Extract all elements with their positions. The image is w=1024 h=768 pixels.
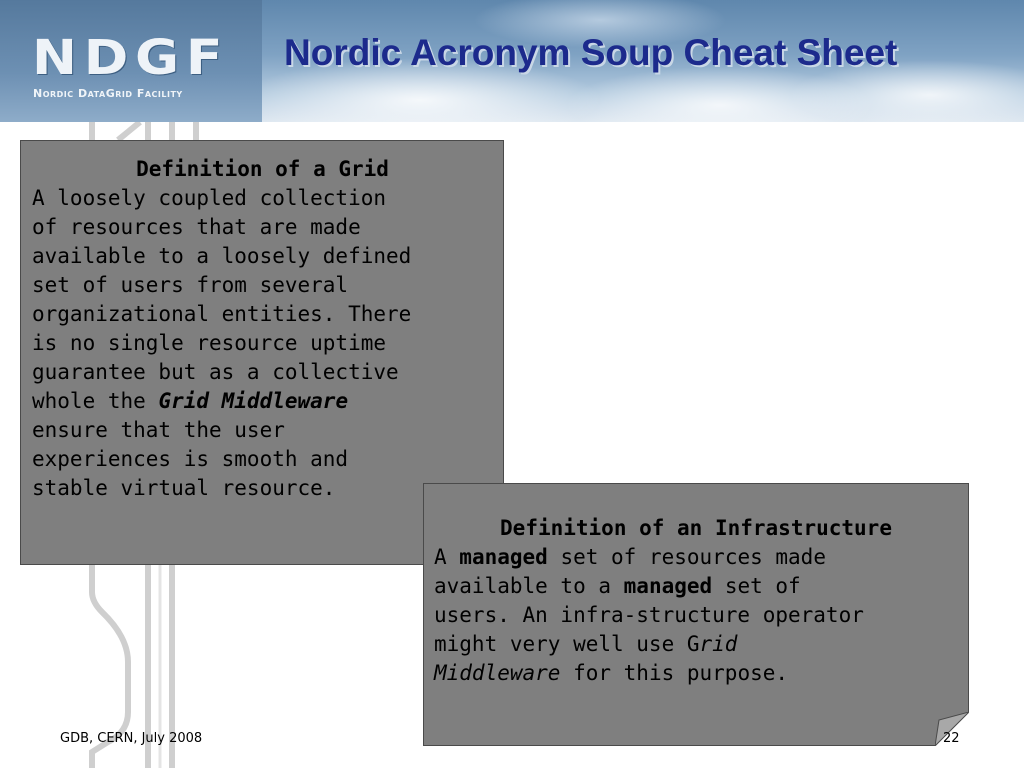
infra-italic: rid Middleware [434, 632, 738, 685]
infra-part2: set of resources made available to a [434, 545, 826, 598]
ndgf-logo [0, 0, 262, 122]
grid-definition-text [32, 184, 493, 503]
infra-part1: A [434, 545, 460, 569]
footer-event: GDB, CERN, July 2008 [60, 731, 203, 746]
page-number: 22 [943, 731, 960, 746]
slide-title: Nordic Acronym Soup Cheat Sheet [284, 32, 898, 73]
grid-middleware-emphasis: Grid Middleware [158, 389, 349, 413]
infrastructure-definition-text [434, 543, 958, 688]
managed-emphasis-2: managed [623, 574, 713, 598]
infrastructure-definition-card [423, 483, 969, 746]
infra-part4: for this purpose. [560, 661, 789, 685]
header-banner [0, 0, 1024, 122]
grid-definition-title: Definition of a Grid [136, 157, 389, 181]
grid-text-before: A loosely coupled collection of resources that are made available to a loosely defined set of users from several organizational entities. There is no single resource uptime guarantee but as a collective whole the [32, 186, 412, 413]
logo-subtitle: Nordic DataGrid Facility [33, 87, 183, 100]
managed-emphasis-1: managed [459, 545, 548, 569]
infrastructure-definition-title: Definition of an Infrastructure [500, 516, 892, 540]
grid-text-after: ensure that the user experiences is smooth and stable virtual resource. [32, 418, 349, 500]
infra-part3: set of users. An infra-structure operator might very well use G [434, 574, 864, 656]
logo-text: NDGF [32, 30, 230, 86]
